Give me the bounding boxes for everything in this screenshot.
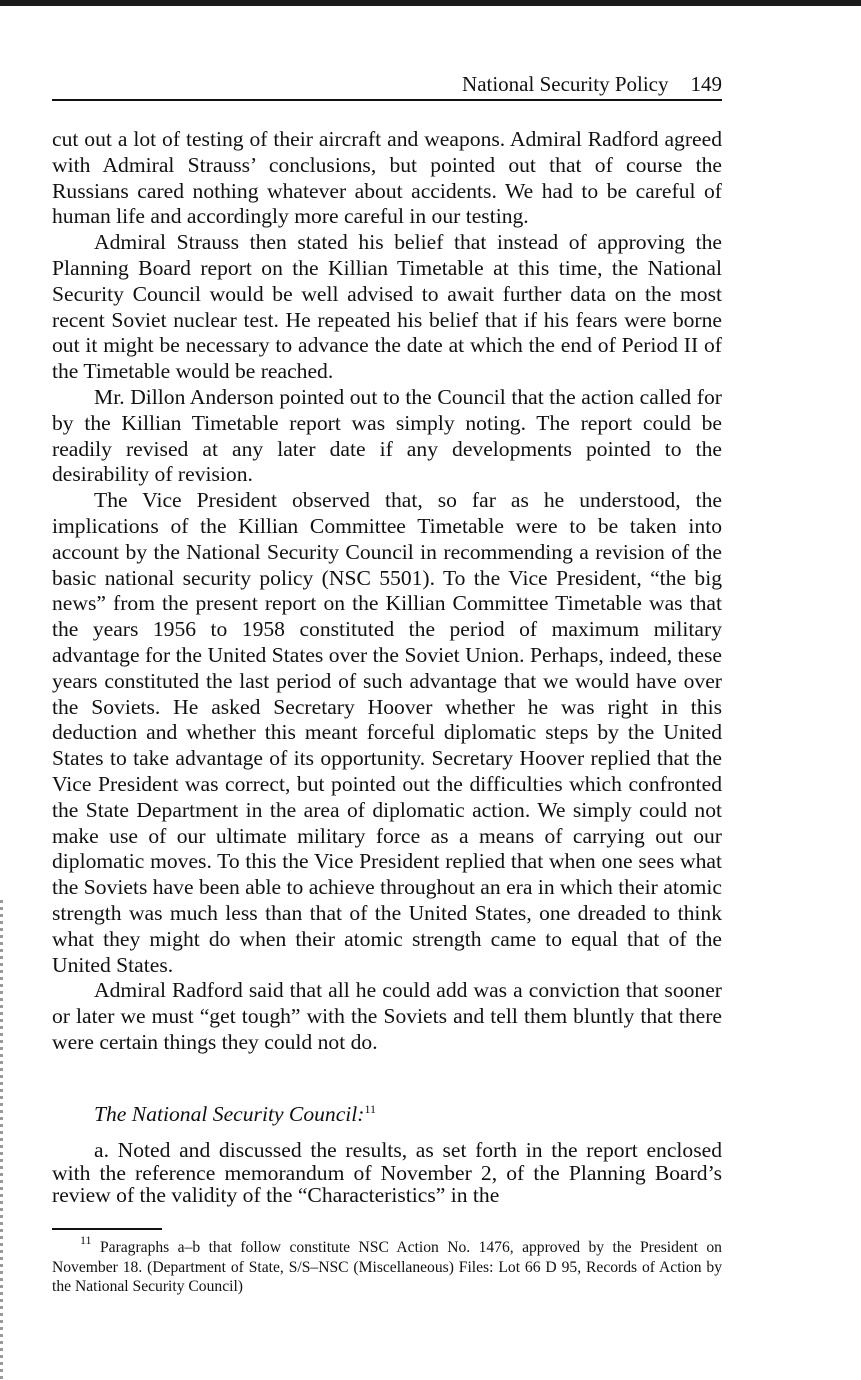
footnote-text: Paragraphs a–b that follow constitute NSC Action No. 1476, approved by the President on November 18. (Department of State, S/S–NSC (Miscellaneous) Files: Lot 66 D 95, Records of Action by the National Security Council) [52, 1239, 722, 1295]
body-text [52, 127, 722, 1056]
action-paragraph-a: a. Noted and discussed the results, as set forth in the report enclosed with the reference memorandum of November 2, of the Planning Board’s review of the validity of the “Characteristics” in the [52, 1138, 722, 1207]
paragraph-anderson-noting: Mr. Dillon Anderson pointed out to the Council that the action called for by the Killian Timetable report was simply noting. The report could be readily revised at any later date if any developments pointed to the desirability of revision. [52, 384, 722, 487]
paragraph-radford-conviction: Admiral Radford said that all he could add was a conviction that sooner or later we must “get tough” with the Soviets and tell them bluntly that there were certain things they could not do. [52, 978, 722, 1054]
page-number: 149 [690, 72, 722, 96]
running-head [52, 72, 722, 101]
council-action-heading [94, 1102, 376, 1127]
action-text [52, 1139, 722, 1207]
footnote-reference: 11 [364, 1102, 377, 1116]
footnote-paragraph [52, 1233, 722, 1297]
paragraph-strauss-belief: Admiral Strauss then stated his belief that instead of approving the Planning Board report on the Killian Timetable at this time, the National Security Council would be well advised to await further data on the most recent Soviet nuclear test. He repeated his belief that if his fears were borne out it might be necessary to advance the date at which the end of Period II of the Timetable would be reached. [52, 230, 722, 384]
council-heading-text: The National Security Council: [94, 1102, 365, 1126]
footnote-marker: 11 [80, 1233, 92, 1247]
page-top-edge [0, 0, 861, 6]
paragraph-testing-continuation: cut out a lot of testing of their aircraft and weapons. Admiral Radford agreed with Admiral Strauss’ conclusions, but pointed out that of course the Russians cared nothing whatever about accidents. We had to be careful of human life and accordingly more careful in our testing. [52, 127, 722, 229]
running-head-title: National Security Policy [462, 72, 669, 96]
footnote [52, 1233, 722, 1297]
page-binding-edge [0, 900, 3, 1380]
paragraph-vice-president: The Vice President observed that, so far as he understood, the implications of the Killian Committee Timetable were to be taken into account by the National Security Council in recommending a revision of the basic national security policy (NSC 5501). To the Vice President, “the big news” from the present report on the Killian Committee Timetable was that the years 1956 to 1958 constituted the period of maximum military advantage for the United States over the Soviet Union. Perhaps, indeed, these years constituted the last period of such advantage that we would have over the Soviets. He asked Secretary Hoover whether he was right in this deduction and whether this meant forceful diplomatic steps by the United States to take advantage of its opportunity. Secretary Hoover replied that the Vice President was correct, but pointed out the difficulties which confronted the State Department in the area of diplomatic action. We simply could not make use of our ultimate military force as a means of carrying out our diplomatic moves. To this the Vice President replied that when one sees what the Soviets have been able to achieve throughout an era in which their atomic strength was much less than that of the United States, one dreaded to think what they might do when their atomic strength came to equal that of the United States. [52, 488, 722, 977]
footnote-divider [52, 1228, 162, 1230]
